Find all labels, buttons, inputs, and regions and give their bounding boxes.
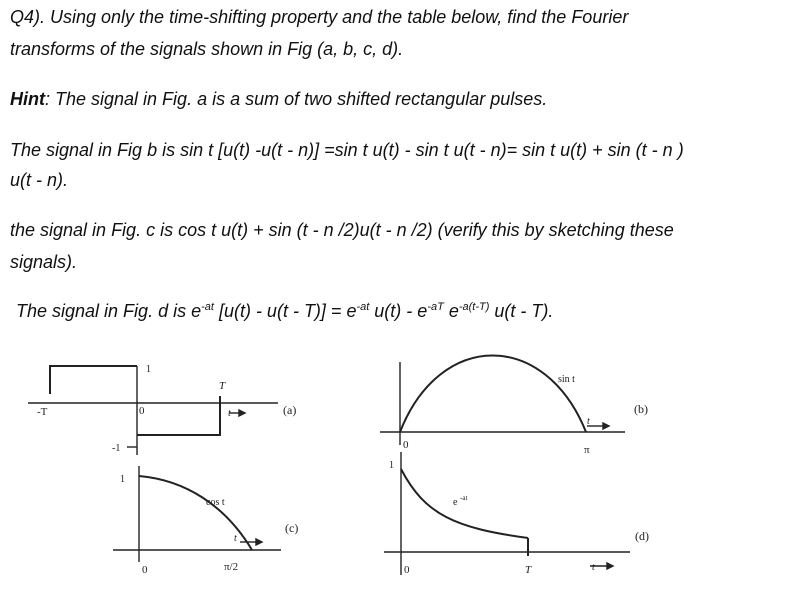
fig-b-zero-label: 0	[403, 439, 409, 451]
question-line-1: Q4). Using only the time-shifting property and the table below, find the Fourier	[10, 7, 629, 27]
fig-b-caption: (b)	[634, 402, 648, 416]
fig-d-text-sup: -a(t-T)	[458, 301, 490, 313]
fig-c-text-line-1: the signal in Fig. c is cos t u(t) + sin (t - n /2)u(t - n /2) (verify this by sketching these	[10, 220, 674, 240]
fig-d-text-sup: -at	[201, 301, 214, 313]
fig-d-curve-sup: -at	[460, 494, 468, 502]
figure-d	[384, 452, 649, 576]
fig-d-one-label: 1	[389, 460, 394, 471]
fig-c-pi-half-label: π/2	[224, 561, 239, 573]
fig-d-text-part: e	[443, 301, 459, 321]
question-line-2: transforms of the signals shown in Fig (a, b, c, d).	[10, 39, 404, 59]
fig-c-axis-label: t	[234, 533, 237, 544]
fig-b-axis-label: t	[587, 416, 590, 427]
fig-c-zero-label: 0	[142, 564, 148, 576]
hint-text: : The signal in Fig. a is a sum of two shifted rectangular pulses.	[45, 89, 548, 109]
fig-d-text-part: The signal in Fig. d is e	[16, 301, 202, 321]
fig-b-curve-label: sin t	[558, 374, 575, 385]
figure-a	[28, 364, 296, 455]
fig-d-text-part: u(t) - e	[369, 301, 428, 321]
figure-c	[113, 466, 298, 576]
fig-a-negative-pulse	[137, 396, 220, 435]
fig-a-positive-pulse	[50, 366, 137, 394]
fig-d-axis-label: t	[592, 562, 595, 573]
fig-d-caption: (d)	[635, 529, 649, 543]
fig-d-arrowhead	[607, 563, 613, 569]
fig-b-sine-curve	[400, 356, 586, 433]
fig-d-text-part: [u(t) - u(t - T)] = e	[213, 301, 357, 321]
fig-d-curve-label: e	[453, 497, 458, 508]
fig-d-text-part: u(t - T).	[489, 301, 554, 321]
fig-a-neg-one-label: -1	[112, 443, 121, 454]
fig-c-one-label: 1	[120, 474, 125, 485]
fig-a-neg-t-label: -T	[37, 406, 48, 418]
fig-d-text-sup: -at	[356, 301, 370, 313]
figure-b	[380, 356, 648, 457]
fig-a-zero-label: 0	[139, 405, 145, 417]
fig-a-one-label: 1	[146, 364, 151, 375]
fig-d-t-label: T	[525, 564, 532, 576]
fig-d-text-sup: -aT	[427, 301, 444, 313]
fig-a-arrowhead	[239, 410, 245, 416]
fig-c-curve-label: cos t	[206, 497, 225, 508]
fig-b-text-line-2: u(t - n).	[10, 170, 69, 190]
fig-b-pi-label: π	[584, 444, 590, 456]
fig-d-exp-curve	[401, 469, 528, 538]
hint-label: Hint	[10, 89, 45, 109]
fig-b-arrowhead	[603, 423, 609, 429]
fig-a-axis-label: t	[228, 408, 231, 419]
fig-c-caption: (c)	[285, 521, 299, 535]
fig-c-text-line-2: signals).	[10, 252, 78, 272]
fig-a-t-label: T	[219, 380, 226, 392]
fig-d-zero-label: 0	[404, 564, 410, 576]
fig-a-caption: (a)	[283, 403, 297, 417]
fig-b-text-line-1: The signal in Fig b is sin t [u(t) -u(t - n)] =sin t u(t) - sin t u(t - n)= sin t u(t) + sin (t - n )	[10, 140, 684, 160]
fig-c-arrowhead	[256, 539, 262, 545]
